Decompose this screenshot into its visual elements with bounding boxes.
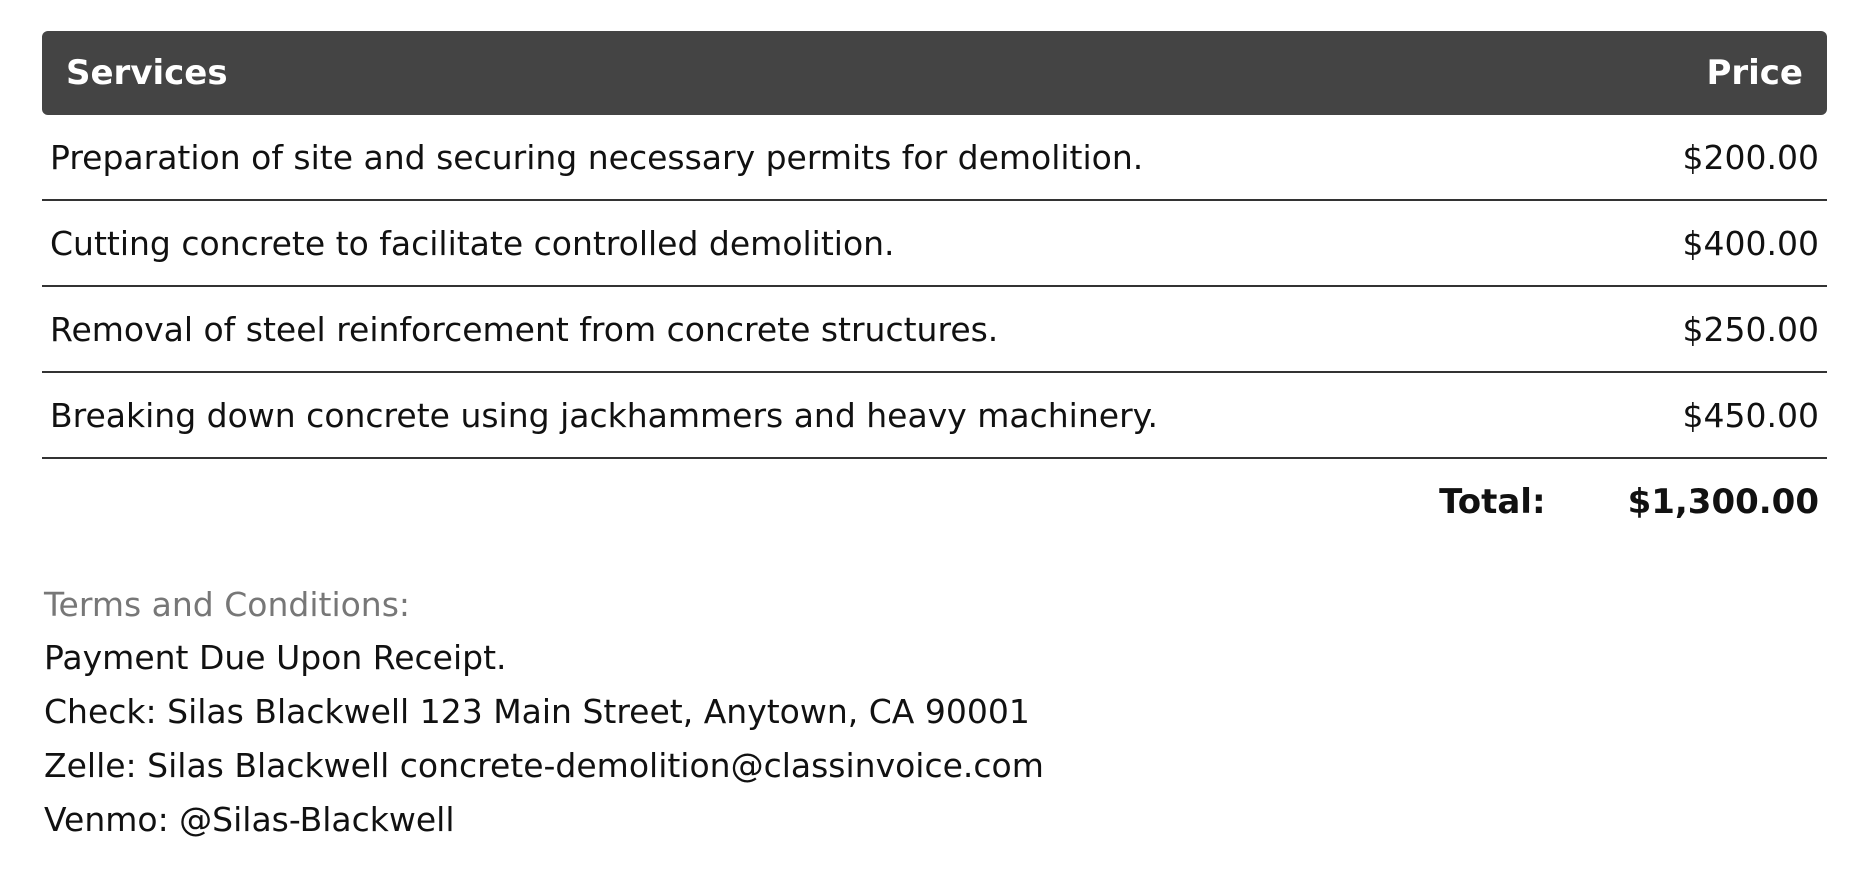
total-label: Total:	[1439, 482, 1546, 522]
table-row	[42, 373, 1827, 459]
service-description: Cutting concrete to facilitate controlled demolition.	[50, 223, 895, 263]
table-row	[42, 287, 1827, 373]
services-column-header: Services	[66, 53, 228, 93]
terms-line-venmo: Venmo: @Silas-Blackwell	[44, 800, 455, 839]
price-column-header: Price	[1706, 53, 1803, 93]
terms-line-payment-due: Payment Due Upon Receipt.	[44, 638, 507, 677]
service-price: $400.00	[1682, 223, 1819, 263]
terms-line-zelle: Zelle: Silas Blackwell concrete-demolition@classinvoice.com	[44, 746, 1044, 785]
terms-section	[44, 579, 1044, 847]
terms-line-check: Check: Silas Blackwell 123 Main Street, Anytown, CA 90001	[44, 692, 1030, 731]
total-value: $1,300.00	[1627, 482, 1819, 522]
service-price: $450.00	[1682, 395, 1819, 435]
service-description: Breaking down concrete using jackhammers and heavy machinery.	[50, 395, 1158, 435]
terms-title: Terms and Conditions:	[44, 585, 411, 624]
table-row	[42, 115, 1827, 201]
service-price: $250.00	[1682, 309, 1819, 349]
service-description: Preparation of site and securing necessary permits for demolition.	[50, 137, 1144, 177]
table-row	[42, 201, 1827, 287]
total-row	[42, 459, 1827, 545]
table-header	[42, 31, 1827, 115]
services-table	[42, 31, 1827, 545]
service-price: $200.00	[1682, 137, 1819, 177]
service-description: Removal of steel reinforcement from concrete structures.	[50, 309, 999, 349]
